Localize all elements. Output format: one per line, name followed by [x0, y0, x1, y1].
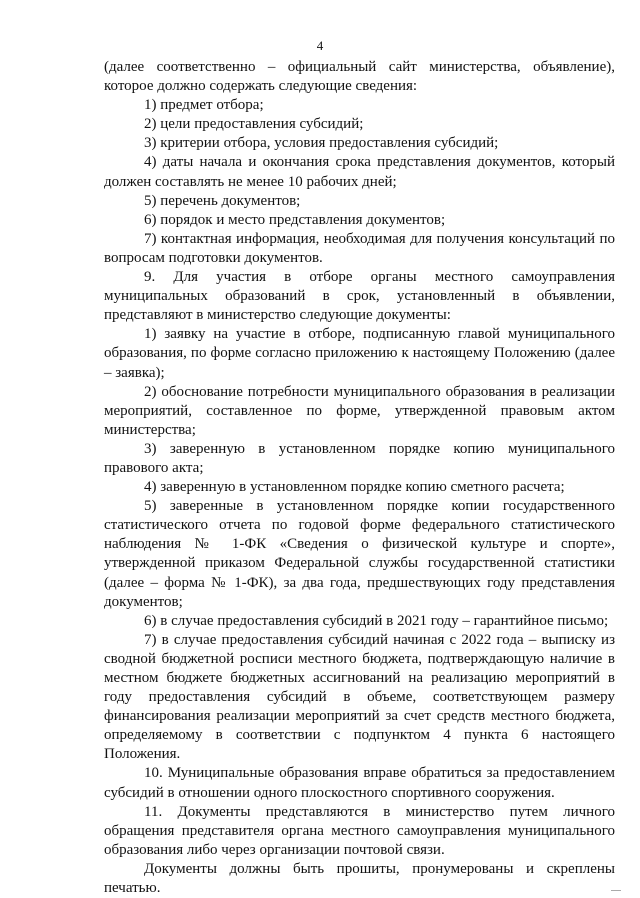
list-item-procedure: 6) порядок и место представления документов;: [144, 211, 446, 228]
doc-item-guarantee-letter: 6) в случае предоставления субсидий в 2021 году – гарантийное письмо;: [144, 612, 609, 629]
scan-mark: [611, 890, 621, 891]
closing-paragraph: Документы должны быть прошиты, пронумерованы и скреплены печатью.: [104, 860, 615, 897]
document-body: [104, 58, 615, 898]
page-number: 4: [316, 38, 324, 53]
doc-item-statistics: 5) заверенные в установленном порядке копии государственного статистического отчета по годовой форме федерального статистического наблюдения № 1-ФК «Сведения о физической культуре и спорте», утвержденной приказом Федеральной службы государственной статистики (далее – форма № 1-ФК), за два года, предшествующих году представления документов;: [104, 498, 615, 610]
list-item-dates: 4) даты начала и окончания срока представления документов, который должен составлять не менее 10 рабочих дней;: [104, 154, 615, 190]
clause-11: 11. Документы представляются в министерство путем личного обращения представителя органа местного самоуправления муниципального образования либо через организации почтовой связи.: [104, 803, 615, 858]
clause-10: 10. Муниципальные образования вправе обратиться за предоставлением субсидий в отношении одного плоскостного спортивного сооружения.: [104, 765, 615, 801]
clause-9: 9. Для участия в отборе органы местного самоуправления муниципальных образований в срок, установленный в объявлении, представляют в министерство следующие документы:: [104, 269, 615, 324]
list-item-documents: 5) перечень документов;: [144, 192, 301, 209]
doc-item-justification: 2) обоснование потребности муниципального образования в реализации мероприятий, составленное по форме, утвержденной правовым актом министерства;: [104, 383, 615, 438]
list-item-goals: 2) цели предоставления субсидий;: [144, 116, 364, 133]
list-item-criteria: 3) критерии отбора, условия предоставления субсидий;: [144, 135, 499, 152]
doc-item-budget-extract: 7) в случае предоставления субсидий начиная с 2022 года – выписку из сводной бюджетной росписи местного бюджета, подтверждающую наличие в местном бюджете бюджетных ассигнований на реализацию мероприятий в году предоставления субсидий в объеме, соответствующем размеру финансирования реализации мероприятий за счет средств местного бюджета, определяемому в соответствии с подпунктом 4 пункта 6 настоящего Положения.: [104, 631, 615, 763]
doc-item-application: 1) заявку на участие в отборе, подписанную главой муниципального образования, по форме согласно приложению к настоящему Положению (далее – заявка);: [104, 326, 615, 381]
list-item-contacts: 7) контактная информация, необходимая для получения консультаций по вопросам подготовки документов.: [104, 230, 615, 266]
paragraph-continuation: (далее соответственно – официальный сайт министерства, объявление), которое должно содержать следующие сведения:: [104, 59, 615, 95]
doc-item-estimate: 4) заверенную в установленном порядке копию сметного расчета;: [144, 479, 565, 496]
list-item-subject: 1) предмет отбора;: [144, 97, 264, 114]
doc-item-legal-act: 3) заверенную в установленном порядке копию муниципального правового акта;: [104, 440, 615, 476]
